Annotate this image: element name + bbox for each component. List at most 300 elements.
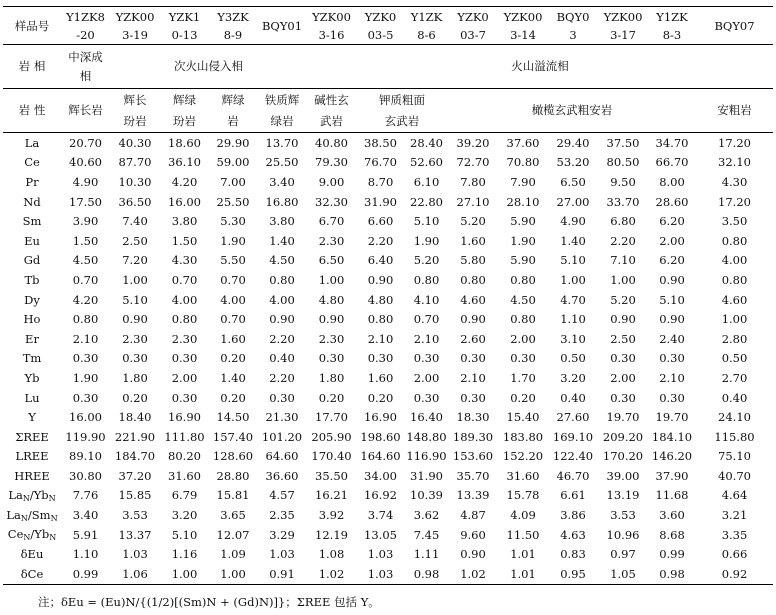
row-label: Nd <box>23 194 41 209</box>
rock-olivine-trachyandesite: 橄榄玄武粗安岩 <box>448 89 696 133</box>
table-cell: 66.70 <box>655 155 689 170</box>
table-cell: 115.80 <box>714 429 755 444</box>
table-cell: 4.00 <box>269 292 295 307</box>
table-cell: 0.70 <box>220 272 246 287</box>
table-row <box>3 172 773 192</box>
table-cell: 40.60 <box>69 155 102 170</box>
table-cell: 1.01 <box>510 547 536 562</box>
row-label: HREE <box>14 468 50 483</box>
sample-id-11: BQY0 3 <box>548 7 598 45</box>
table-cell: 32.30 <box>315 194 348 209</box>
table-cell: 2.30 <box>122 331 148 346</box>
table-row <box>3 388 773 408</box>
table-cell: 0.80 <box>721 233 748 248</box>
facies-header-row <box>3 45 773 89</box>
table-cell: 3.29 <box>269 527 295 542</box>
sample-id-2: YZK00 3-19 <box>110 7 160 45</box>
table-cell: 1.06 <box>110 564 160 584</box>
table-cell: 183.80 <box>502 429 544 444</box>
table-cell: 1.50 <box>72 233 99 248</box>
table-cell: 1.00 <box>318 272 345 287</box>
table-cell: 28.60 <box>655 194 689 209</box>
table-cell: 0.80 <box>269 272 295 287</box>
table-cell: 30.80 <box>69 468 102 483</box>
table-cell: 5.91 <box>72 527 99 542</box>
table-cell: 16.80 <box>265 194 299 209</box>
table-cell: 0.90 <box>318 312 345 327</box>
table-cell: 3.80 <box>269 214 295 229</box>
table-cell: 72.70 <box>456 155 490 170</box>
table-cell: 1.02 <box>448 564 498 584</box>
table-row <box>3 466 773 486</box>
table-cell: 184.10 <box>651 429 693 444</box>
row-label: Tm <box>22 351 42 366</box>
table-row <box>3 407 773 427</box>
row-label: Gd <box>23 253 41 268</box>
table-cell: 16.21 <box>315 488 348 503</box>
table-cell: 4.90 <box>560 214 586 229</box>
table-cell: 9.50 <box>610 174 636 189</box>
table-cell: 4.50 <box>72 253 99 268</box>
table-cell: 13.39 <box>456 488 490 503</box>
table-cell: 0.30 <box>72 351 99 366</box>
table-cell: 76.70 <box>364 155 397 170</box>
table-row <box>3 192 773 212</box>
table-cell: 12.19 <box>315 527 348 542</box>
table-cell: 0.98 <box>648 564 696 584</box>
table-cell: 4.00 <box>721 253 748 268</box>
table-cell: 6.20 <box>659 214 685 229</box>
table-cell: 11.68 <box>655 488 689 503</box>
table-cell: 2.20 <box>610 233 636 248</box>
row-label: Sm <box>22 214 42 229</box>
sample-id-4: Y3ZK 8-9 <box>209 7 257 45</box>
table-cell: 1.50 <box>171 233 198 248</box>
sample-label: 样品号 <box>3 7 61 45</box>
table-cell: 5.30 <box>220 214 246 229</box>
table-cell: 152.20 <box>502 449 544 464</box>
table-cell: 1.70 <box>510 370 536 385</box>
table-cell: 39.00 <box>606 468 640 483</box>
table-cell: 40.30 <box>118 135 152 150</box>
table-cell: 0.30 <box>318 351 345 366</box>
table-cell: 1.03 <box>356 564 405 584</box>
table-cell: 0.50 <box>560 351 586 366</box>
table-cell: 1.90 <box>220 233 246 248</box>
table-cell: 128.60 <box>212 449 254 464</box>
table-row <box>3 368 773 388</box>
table-cell: 38.50 <box>364 135 397 150</box>
table-cell: 4.10 <box>413 292 440 307</box>
table-cell: 6.10 <box>413 174 440 189</box>
sample-id-13: Y1ZK 8-3 <box>648 7 696 45</box>
table-cell: 17.20 <box>718 135 751 150</box>
table-cell: 0.90 <box>659 272 685 287</box>
table-row <box>3 270 773 290</box>
table-cell: 36.60 <box>265 468 299 483</box>
table-cell: 101.20 <box>261 429 303 444</box>
table-cell: 153.60 <box>452 449 494 464</box>
table-cell: 0.66 <box>721 547 748 562</box>
table-row <box>3 564 773 584</box>
table-cell: 0.95 <box>548 564 598 584</box>
table-cell: 0.30 <box>659 351 685 366</box>
table-cell: 1.16 <box>171 547 198 562</box>
table-cell: 2.40 <box>659 331 685 346</box>
row-label: Y <box>28 410 36 425</box>
table-cell: 1.80 <box>122 370 148 385</box>
table-cell: 3.86 <box>560 508 586 523</box>
row-label: $Ce_N/Yb_N$ <box>7 527 57 543</box>
facies-subvolcanic: 次火山侵入相 <box>110 45 307 89</box>
table-row <box>3 153 773 173</box>
table-cell: 148.80 <box>406 429 447 444</box>
rock-label: 岩 性 <box>3 89 61 133</box>
table-cell: 2.10 <box>413 331 440 346</box>
table-cell: 1.60 <box>367 370 394 385</box>
table-cell: 0.70 <box>72 272 99 287</box>
table-cell: 5.10 <box>560 253 586 268</box>
sample-id-6: YZK00 3-16 <box>307 7 356 45</box>
table-cell: 2.60 <box>460 331 486 346</box>
table-cell: 170.20 <box>602 449 644 464</box>
sample-id-12: YZK00 3-17 <box>598 7 648 45</box>
table-cell: 1.08 <box>318 547 345 562</box>
table-cell: 0.99 <box>659 547 685 562</box>
rock-diabase: 辉绿 岩 <box>209 89 257 133</box>
table-cell: 12.07 <box>216 527 250 542</box>
table-cell: 5.90 <box>510 214 536 229</box>
table-cell: 3.10 <box>560 331 586 346</box>
table-cell: 119.90 <box>65 429 106 444</box>
table-cell: 13.70 <box>265 135 299 150</box>
table-cell: 19.70 <box>655 410 689 425</box>
table-cell: 3.65 <box>220 508 246 523</box>
table-cell: 6.61 <box>560 488 586 503</box>
table-cell: 6.60 <box>367 214 394 229</box>
table-cell: 53.20 <box>556 155 590 170</box>
table-cell: 7.80 <box>460 174 486 189</box>
table-cell: 28.40 <box>410 135 443 150</box>
table-cell: 1.00 <box>160 564 209 584</box>
table-cell: 2.00 <box>510 331 536 346</box>
table-cell: 18.40 <box>118 410 152 425</box>
sample-id-7: YZK0 03-5 <box>356 7 405 45</box>
table-cell: 2.00 <box>413 370 440 385</box>
table-cell: 4.57 <box>269 488 295 503</box>
table-row <box>3 231 773 251</box>
table-cell: 189.30 <box>452 429 494 444</box>
table-cell: 4.30 <box>171 253 198 268</box>
rock-gabbro-porphyrite: 辉长 玢岩 <box>110 89 160 133</box>
table-cell: 0.70 <box>413 312 440 327</box>
table-cell: 0.30 <box>510 351 536 366</box>
table-cell: 0.90 <box>367 272 394 287</box>
table-cell: 1.90 <box>413 233 440 248</box>
table-cell: 1.90 <box>72 370 99 385</box>
sample-id-9: YZK0 03-7 <box>448 7 498 45</box>
table-cell: 1.10 <box>72 547 99 562</box>
table-cell: 3.92 <box>318 508 345 523</box>
table-cell: 13.19 <box>606 488 640 503</box>
table-cell: 79.30 <box>315 155 348 170</box>
table-cell: 1.10 <box>560 312 586 327</box>
table-cell: 16.90 <box>364 410 397 425</box>
table-cell: 2.10 <box>367 331 394 346</box>
row-label: Er <box>25 331 39 346</box>
table-row <box>3 290 773 310</box>
table-cell: 16.92 <box>364 488 397 503</box>
table-cell: 0.30 <box>72 390 99 405</box>
table-cell: 2.10 <box>460 370 486 385</box>
table-cell: 1.40 <box>220 370 246 385</box>
table-cell: 64.60 <box>265 449 299 464</box>
table-cell: 3.21 <box>721 508 748 523</box>
table-cell: 157.40 <box>212 429 254 444</box>
table-cell: 0.40 <box>269 351 295 366</box>
table-cell: 52.60 <box>410 155 443 170</box>
table-cell: 31.60 <box>168 468 201 483</box>
table-cell: 0.90 <box>610 312 636 327</box>
table-cell: 3.40 <box>72 508 99 523</box>
table-cell: 2.30 <box>171 331 198 346</box>
table-cell: 2.00 <box>610 370 636 385</box>
table-cell: 46.70 <box>556 468 590 483</box>
table-cell: 5.80 <box>460 253 486 268</box>
rock-gabbro: 辉长岩 <box>61 89 110 133</box>
table-row <box>3 309 773 329</box>
table-cell: 0.20 <box>510 390 536 405</box>
table-cell: 4.30 <box>721 174 748 189</box>
table-cell: 2.80 <box>721 331 748 346</box>
table-cell: 0.30 <box>460 351 486 366</box>
table-cell: 184.70 <box>114 449 156 464</box>
row-label: δEu <box>20 547 44 562</box>
table-cell: 6.50 <box>318 253 345 268</box>
table-cell: 7.45 <box>413 527 440 542</box>
table-cell: 4.64 <box>721 488 748 503</box>
table-cell: 70.80 <box>506 155 540 170</box>
table-cell: 0.30 <box>171 390 198 405</box>
table-cell: 5.90 <box>510 253 536 268</box>
sample-id-8: Y1ZK 8-6 <box>405 7 448 45</box>
table-cell: 0.98 <box>405 564 448 584</box>
row-label: Lu <box>24 390 40 405</box>
table-cell: 37.90 <box>655 468 689 483</box>
table-cell: 1.00 <box>560 272 586 287</box>
table-cell: 4.63 <box>560 527 586 542</box>
table-cell: 7.40 <box>122 214 148 229</box>
table-cell: 4.50 <box>510 292 536 307</box>
table-row <box>3 486 773 506</box>
table-cell: 16.40 <box>410 410 443 425</box>
table-cell: 40.80 <box>315 135 348 150</box>
table-cell: 37.20 <box>118 468 152 483</box>
table-cell: 22.80 <box>410 194 443 209</box>
table-cell: 0.90 <box>659 312 685 327</box>
row-label: Pr <box>25 174 39 189</box>
row-label: Dy <box>24 292 40 307</box>
table-cell: 34.00 <box>364 468 397 483</box>
table-cell: 0.30 <box>367 351 394 366</box>
table-cell: 21.30 <box>265 410 299 425</box>
table-cell: 15.85 <box>118 488 152 503</box>
table-cell: 0.20 <box>367 390 394 405</box>
table-cell: 6.80 <box>610 214 636 229</box>
table-cell: 6.50 <box>560 174 586 189</box>
table-cell: 0.30 <box>460 390 486 405</box>
table-cell: 24.10 <box>718 410 751 425</box>
table-cell: 15.40 <box>506 410 540 425</box>
table-cell: 17.50 <box>69 194 102 209</box>
table-cell: 0.80 <box>460 272 486 287</box>
table-cell: 3.20 <box>560 370 586 385</box>
table-cell: 3.50 <box>721 214 748 229</box>
table-cell: 4.00 <box>171 292 198 307</box>
table-cell: 1.80 <box>318 370 345 385</box>
rock-alkali-basalt: 碱性玄 武岩 <box>307 89 356 133</box>
table-cell: 170.40 <box>311 449 352 464</box>
table-cell: 25.50 <box>265 155 299 170</box>
table-cell: 0.80 <box>510 272 536 287</box>
table-cell: 8.00 <box>659 174 685 189</box>
table-cell: 4.20 <box>171 174 198 189</box>
table-cell: 17.70 <box>315 410 348 425</box>
table-cell: 0.91 <box>257 564 307 584</box>
table-cell: 16.00 <box>69 410 102 425</box>
table-cell: 4.80 <box>367 292 394 307</box>
rock-ferric-diabase: 铁质辉 绿岩 <box>257 89 307 133</box>
table-cell: 0.20 <box>122 390 148 405</box>
table-cell: 10.96 <box>606 527 640 542</box>
table-cell: 0.20 <box>318 390 345 405</box>
table-cell: 7.20 <box>122 253 148 268</box>
table-cell: 18.30 <box>456 410 490 425</box>
row-label: ΣREE <box>15 429 49 444</box>
table-cell: 3.35 <box>721 527 748 542</box>
table-cell: 35.50 <box>315 468 348 483</box>
table-cell: 6.20 <box>659 253 685 268</box>
table-cell: 1.00 <box>209 564 257 584</box>
table-cell: 4.70 <box>560 292 586 307</box>
table-cell: 15.81 <box>216 488 250 503</box>
table-cell: 0.20 <box>220 351 246 366</box>
table-row <box>3 133 773 153</box>
table-cell: 0.80 <box>367 312 394 327</box>
table-cell: 3.90 <box>72 214 99 229</box>
table-cell: 28.10 <box>506 194 540 209</box>
rock-diabase-porphyrite: 辉绿 玢岩 <box>160 89 209 133</box>
table-cell: 3.40 <box>269 174 295 189</box>
table-cell: 221.90 <box>114 429 156 444</box>
table-cell: 8.70 <box>367 174 394 189</box>
table-cell: 2.30 <box>318 331 345 346</box>
table-cell: 5.10 <box>659 292 685 307</box>
table-cell: 15.78 <box>506 488 540 503</box>
table-cell: 0.30 <box>171 351 198 366</box>
table-cell: 11.50 <box>506 527 540 542</box>
table-cell: 7.76 <box>72 488 99 503</box>
table-cell: 122.40 <box>552 449 594 464</box>
table-cell: 31.90 <box>364 194 397 209</box>
table-cell: 2.20 <box>367 233 394 248</box>
table-cell: 1.11 <box>413 547 440 562</box>
row-label: La <box>24 135 40 150</box>
table-cell: 13.05 <box>364 527 397 542</box>
table-cell: 29.40 <box>556 135 590 150</box>
table-row <box>3 525 773 545</box>
table-cell: 1.03 <box>269 547 295 562</box>
table-row <box>3 505 773 525</box>
table-cell: 1.00 <box>610 272 636 287</box>
sample-header-row <box>3 7 773 45</box>
table-row <box>3 544 773 564</box>
table-cell: 0.90 <box>269 312 295 327</box>
table-cell: 0.90 <box>122 312 148 327</box>
table-cell: 5.50 <box>220 253 246 268</box>
table-cell: 0.70 <box>171 272 198 287</box>
table-cell: 4.80 <box>318 292 345 307</box>
table-cell: 1.01 <box>498 564 548 584</box>
table-cell: 1.03 <box>367 547 394 562</box>
facies-deep: 中深成 相 <box>61 45 110 89</box>
table-cell: 13.37 <box>118 527 152 542</box>
table-cell: 1.60 <box>460 233 486 248</box>
table-cell: 4.09 <box>510 508 536 523</box>
table-row <box>3 349 773 369</box>
sample-id-3: YZK1 0-13 <box>160 7 209 45</box>
table-cell: 1.90 <box>510 233 536 248</box>
table-cell: 1.02 <box>307 564 356 584</box>
table-cell: 0.30 <box>269 390 295 405</box>
table-cell: 164.60 <box>360 449 401 464</box>
table-cell: 1.09 <box>220 547 246 562</box>
row-label: $La_N/Sm_N$ <box>6 507 58 523</box>
table-cell: 59.00 <box>216 155 250 170</box>
table-cell: 2.00 <box>171 370 198 385</box>
table-cell: 0.80 <box>171 312 198 327</box>
table-cell: 1.05 <box>598 564 648 584</box>
table-cell: 34.70 <box>655 135 689 150</box>
facies-label: 岩 相 <box>3 45 61 89</box>
table-cell: 2.20 <box>269 331 295 346</box>
table-cell: 1.40 <box>269 233 295 248</box>
row-label: Tb <box>24 272 40 287</box>
table-cell: 3.74 <box>367 508 394 523</box>
table-cell: 1.00 <box>122 272 148 287</box>
table-cell: 6.79 <box>171 488 198 503</box>
table-cell: 4.00 <box>220 292 246 307</box>
table-cell: 205.90 <box>311 429 352 444</box>
table-cell: 0.70 <box>220 312 246 327</box>
table-cell: 146.20 <box>651 449 693 464</box>
table-cell: 8.68 <box>659 527 685 542</box>
table-cell: 0.40 <box>560 390 586 405</box>
table-cell: 9.60 <box>460 527 486 542</box>
table-cell: 0.30 <box>659 390 685 405</box>
ree-data-table <box>3 6 773 585</box>
table-cell: 1.00 <box>721 312 748 327</box>
table-cell: 0.90 <box>460 312 486 327</box>
table-cell: 5.10 <box>122 292 148 307</box>
table-cell: 111.80 <box>164 429 205 444</box>
table-cell: 16.90 <box>168 410 201 425</box>
table-cell: 27.00 <box>556 194 590 209</box>
table-cell: 5.20 <box>610 292 636 307</box>
sample-id-14: BQY07 <box>696 7 773 45</box>
table-cell: 2.10 <box>659 370 685 385</box>
table-cell: 3.62 <box>413 508 440 523</box>
